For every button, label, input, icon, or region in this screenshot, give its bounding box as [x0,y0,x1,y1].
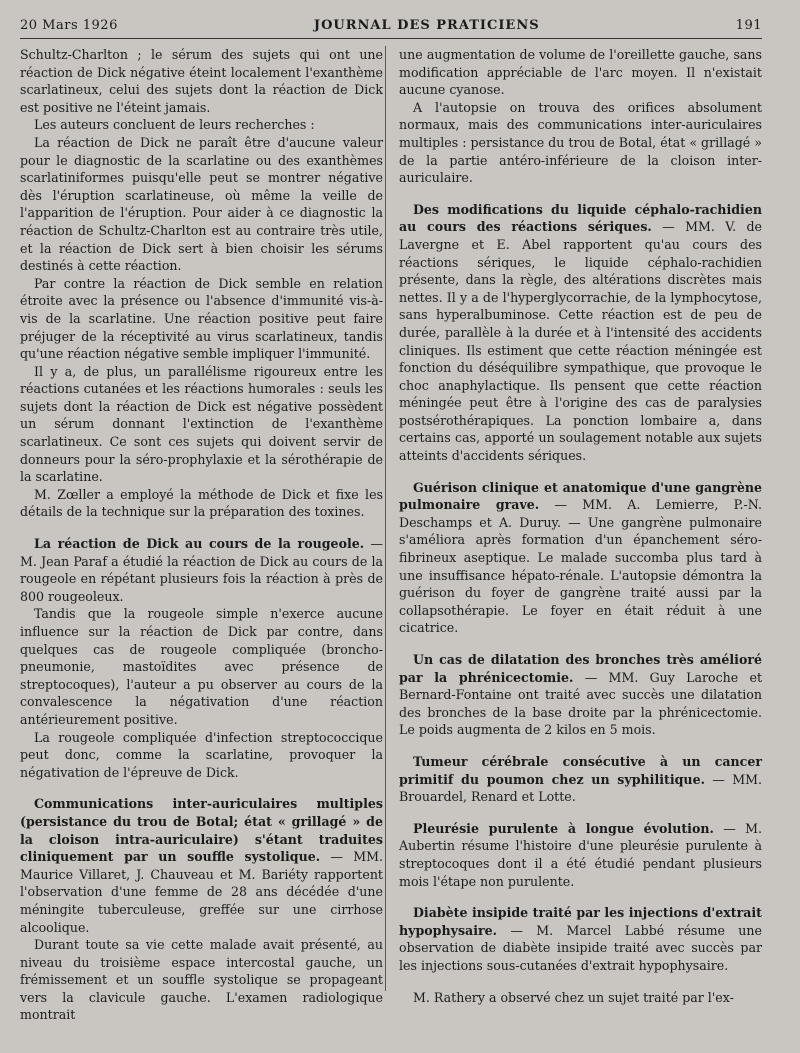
section-paragraph: Pleurésie purulente à longue évolution. — M. Aubertin résume l'histoire d'une pleurésie purulente à streptocoques dont il a été étudié pendant plusieurs mois l'étape non purulente. [399,820,762,889]
left-column [20,46,391,1024]
header-rule [20,38,762,39]
issue-date: 20 Mars 1926 [20,18,118,33]
section-paragraph: La réaction de Dick au cours de la rougeole. — M. Jean Paraf a étudié la réaction de Dick au cours de la rougeole en répétant plusieurs fois la réaction à près de 800 rougeoleux. [20,536,383,604]
page-number: 191 [735,18,762,33]
paragraph: La rougeole compliquée d'infection streptococcique peut donc, comme la scarlatine, provoquer la négativation de l'épreuve de Dick. [20,729,383,780]
section-paragraph: Guérison clinique et anatomique d'une gangrène pulmonaire grave. — MM. A. Lemierre, P.-N. Deschamps et A. Duruy. — Une gangrène pulmonaire s'améliora après formation d'un épanchement séro-fibrineux aseptique. Le malade succomba plus tard à une insuffisance hépato-rénale. L'autopsie démontra la guérison du foyer de gangrène traité aussi par la collapsothérapie. Le foyer en était réduit à une cicatrice. [399,479,763,636]
section-heading: Un cas de dilatation des bronches très amélioré par la phrénicectomie. [399,652,762,685]
paragraph: A l'autopsie on trouva des orifices absolument normaux, mais des communications inter-auriculaires multiples : persistance du trou de Botal, état « grillagé » de la partie antéro-inférieure de la cloison inter-auriculaire. [399,99,762,186]
paragraph: M. Rathery a observé chez un sujet traité par l'ex- [413,989,734,1005]
section-heading: Pleurésie purulente à longue évolution. [413,820,714,836]
section-heading: Des modifications du liquide céphalo-rachidien au cours des réactions sériques. [399,201,762,235]
section-paragraph: Un cas de dilatation des bronches très amélioré par la phrénicectomie. — MM. Guy Laroche et Bernard-Fontaine ont traité avec succès une dilatation des bronches de la base droite par la phrénicectomie. Le poids augmenta de 2 kilos en 5 mois. [399,652,763,738]
paragraph: Par contre la réaction de Dick semble en relation étroite avec la présence ou l'absence d'immunité vis-à-vis de la scarlatine. Une réaction positive peut faire préjuger de la réceptivité au virus scarlatineux, tandis qu'une réaction négative semble impliquer l'immunité. [20,275,383,362]
section-heading: Communications inter-auriculaires multiples (persistance du trou de Botal; état « grillagé » de la cloison intra-auriculaire) s'étant traduites cliniquement par un souffle systolique. [20,796,383,865]
paragraph: Schultz-Charlton ; le sérum des sujets qui ont une réaction de Dick négative éteint localement l'exanthème scarlatineux, celui des sujets dont la réaction de Dick est positive ne l'éteint jamais. [20,47,383,115]
paragraph: Les auteurs concluent de leurs recherches : [34,117,315,133]
paragraph: Durant toute sa vie cette malade avait présenté, au niveau du troisième espace intercostal gauche, un frémissement et un souffle systolique se propageant vers la clavicule gauche. L'examen radiologique montrait [20,937,383,1023]
paragraph: La réaction de Dick ne paraît être d'aucune valeur pour le diagnostic de la scarlatine ou des exanthèmes scarlatiniformes puisqu'elle peut se montrer négative dès l'éruption scarlatineuse, où même la veille de l'apparition de l'éruption. Pour aider à ce diagnostic la réaction de Schultz-Charlton est au contraire très utile, et la réaction de Dick sert à bien choisir les sérums destinés à cette réaction. [20,134,383,274]
section-heading: Tumeur cérébrale consécutive à un cancer primitif du poumon chez un syphilitique. [399,753,762,787]
journal-title: JOURNAL DES PRATICIENS [313,18,540,33]
section-paragraph: Communications inter-auriculaires multiples (persistance du trou de Botal; état « grillagé » de la cloison intra-auriculaire) s'étant traduites cliniquement par un souffle systolique. — MM. Maurice Villaret, J. Chauveau et M. Bariéty rapportent l'observation d'une femme de 28 ans décédée d'une méningite tuberculeuse, greffée sur une cirrhose alcoolique. [20,796,383,935]
section-heading: Guérison clinique et anatomique d'une gangrène pulmonaire grave. [399,479,762,513]
page-header [20,18,762,33]
article-columns [20,46,762,1024]
section-paragraph: Tumeur cérébrale consécutive à un cancer primitif du poumon chez un syphilitique. — MM. Brouardel, Renard et Lotte. [399,753,762,805]
section-heading: Diabète insipide traité par les injections d'extrait hypophysaire. [399,905,762,938]
section-heading: La réaction de Dick au cours de la rougeole. [34,536,365,552]
paragraph: une augmentation de volume de l'oreillette gauche, sans modification appréciable de l'arc moyen. Il n'existait aucune cyanose. [399,47,762,98]
section-paragraph: Diabète insipide traité par les injections d'extrait hypophysaire. — M. Marcel Labbé résume une observation de diabète insipide traité avec succès par les injections sous-cutanées d'extrait hypophysaire. [399,905,762,973]
paragraph: Tandis que la rougeole simple n'exerce aucune influence sur la réaction de Dick par contre, dans quelques cas de rougeole compliquée (broncho-pneumonie, mastoïdites avec présence de streptocoques), l'auteur a pu observer au cours de la convalescence la négativation d'une réaction antérieurement positive. [20,606,383,727]
paragraph: Il y a, de plus, un parallélisme rigoureux entre les réactions cutanées et les réactions humorales : seuls les sujets dont la réaction de Dick est négative possèdent un sérum donnant l'extinction de l'exanthème scarlatineux. Ce sont ces sujets qui doivent servir de donneurs pour la séro-prophylaxie et la sérothérapie de la scarlatine. [20,363,383,485]
paragraph: M. Zœller a employé la méthode de Dick et fixe les détails de la technique sur la préparation des toxines. [20,486,383,520]
right-column [391,46,762,1024]
section-paragraph: Des modifications du liquide céphalo-rachidien au cours des réactions sériques. — MM. V. de Lavergne et E. Abel rapportent qu'au cours des réactions sériques, le liquide céphalo-rachidien présente, dans la règle, des altérations discrètes mais nettes. Il y a de l'hyperglycorrachie, de la lymphocytose, sans hyperalbuminose. Cette réaction est de peu de durée, parallèle à la durée et à l'intensité des accidents cliniques. Ils estiment que cette réaction méningée est fonction du déséquilibre sympathique, que provoque le choc anaphylactique. Ils pensent que cette réaction méningée peut être à l'origine des cas de paralysies postsérothérapiques. La ponction lombaire a, dans certains cas, apporté un soulagement notable aux sujets atteints d'accidents sériques. [399,201,762,464]
